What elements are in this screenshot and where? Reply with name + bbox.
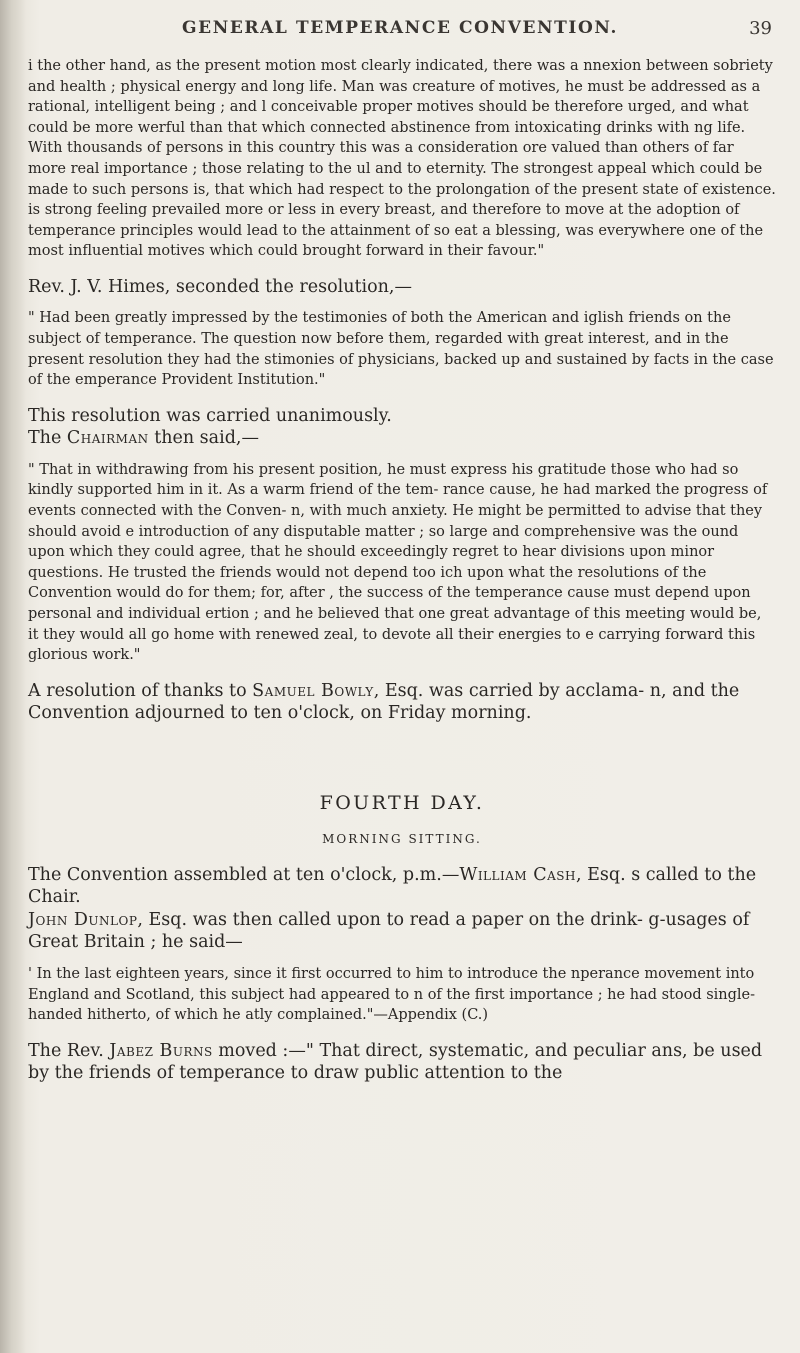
running-title: GENERAL TEMPERANCE CONVENTION. bbox=[182, 18, 618, 38]
person-name-cash: William Cash bbox=[459, 864, 576, 885]
paragraph-resolution-thanks: A resolution of thanks to Samuel Bowly, Esq. was carried by acclama- n, and the Convention adjourned to ten o'clock, on Friday morning. bbox=[28, 680, 740, 724]
page-number: 39 bbox=[749, 18, 772, 39]
paragraph-dunlop-speech: ' In the last eighteen years, since it first occurred to him to introduce the nperance movement into England and Scotland, this subject had appeared to n of the first importance ; he had stood single-handed hitherto, of which he atly complained."—Appendix (C.) bbox=[28, 965, 756, 1024]
chairman-name: Chairman bbox=[66, 428, 149, 449]
paragraph-motion-speech: i the other hand, as the present motion most clearly indicated, there was a nnexion between sobriety and health ; physical energy and long life. Man was creature of motives, he must be addressed as a rational, intelligent being ; and l conceivable proper motives should be therefore urged, and what could be more werful than that which connected abstinence from intoxicating drinks with ng life. With thousands of persons in this country this was a consideration ore valued than others of far more real importance ; those relating to the ul and to eternity. The strongest appeal which could be made to such persons is, that which had respect to the prolongation of the present state of existence. is strong feeling prevailed more or less in every breast, and therefore to move at the adoption of temperance principles would lead to the attainment of so eat a blessing, was everywhere one of the most influential motives which could brought forward in their favour." bbox=[28, 58, 776, 260]
paragraph-himes-speech: " Had been greatly impressed by the testimonies of both the American and iglish friends on the subject of temperance. The question now before them, regarded with great interest, and in the present resolution they had the stimonies of physicians, backed up and sustained by facts in the case of the emperance Provident Institution." bbox=[28, 310, 774, 389]
section-subtitle: MORNING SITTING. bbox=[322, 832, 482, 847]
page-header bbox=[0, 18, 800, 42]
page-content bbox=[28, 56, 776, 1085]
paragraph-dunlop-paper: John Dunlop, Esq. was then called upon to read a paper on the drink- g-usages of Great Britain ; he said— bbox=[28, 909, 750, 953]
person-name-dunlop: John Dunlop bbox=[28, 909, 138, 930]
person-name-bowly: Samuel Bowly bbox=[252, 680, 374, 701]
page-gutter-shadow bbox=[0, 0, 26, 1353]
section-title: FOURTH DAY. bbox=[319, 791, 485, 814]
paragraph-resolution-carried: This resolution was carried unanimously. bbox=[28, 405, 392, 426]
person-name-burns: Jabez Burns bbox=[109, 1040, 213, 1061]
paragraph-convention-assembled: The Convention assembled at ten o'clock, p.m.—William Cash, Esq. s called to the Chair. bbox=[28, 864, 757, 908]
paragraph-himes-seconded: Rev. J. V. Himes, seconded the resolution,— bbox=[28, 276, 412, 297]
paragraph-burns-moved: The Rev. Jabez Burns moved :—" That direct, systematic, and peculiar ans, be used by the friends of temperance to draw public attention to the bbox=[28, 1040, 763, 1084]
paragraph-chairman-said: The Chairman then said,— bbox=[28, 428, 259, 449]
paragraph-chairman-speech: " That in withdrawing from his present position, he must express his gratitude those who had so kindly supported him in it. As a warm friend of the tem- rance cause, he had marked the progress of events connected with the Conven- n, with much anxiety. He might be permitted to advise that they should avoid e introduction of any disputable matter ; so large and comprehensive was the ound upon which they could agree, that he should exceedingly regret to hear divisions upon minor questions. He trusted the friends would not depend too ich upon what the resolutions of the Convention would do for them; for, after , the success of the temperance cause must depend upon personal and individual ertion ; and he believed that one great advantage of this meeting would be, it they would all go home with renewed zeal, to devote all their energies to e carrying forward this glorious work." bbox=[28, 461, 768, 664]
